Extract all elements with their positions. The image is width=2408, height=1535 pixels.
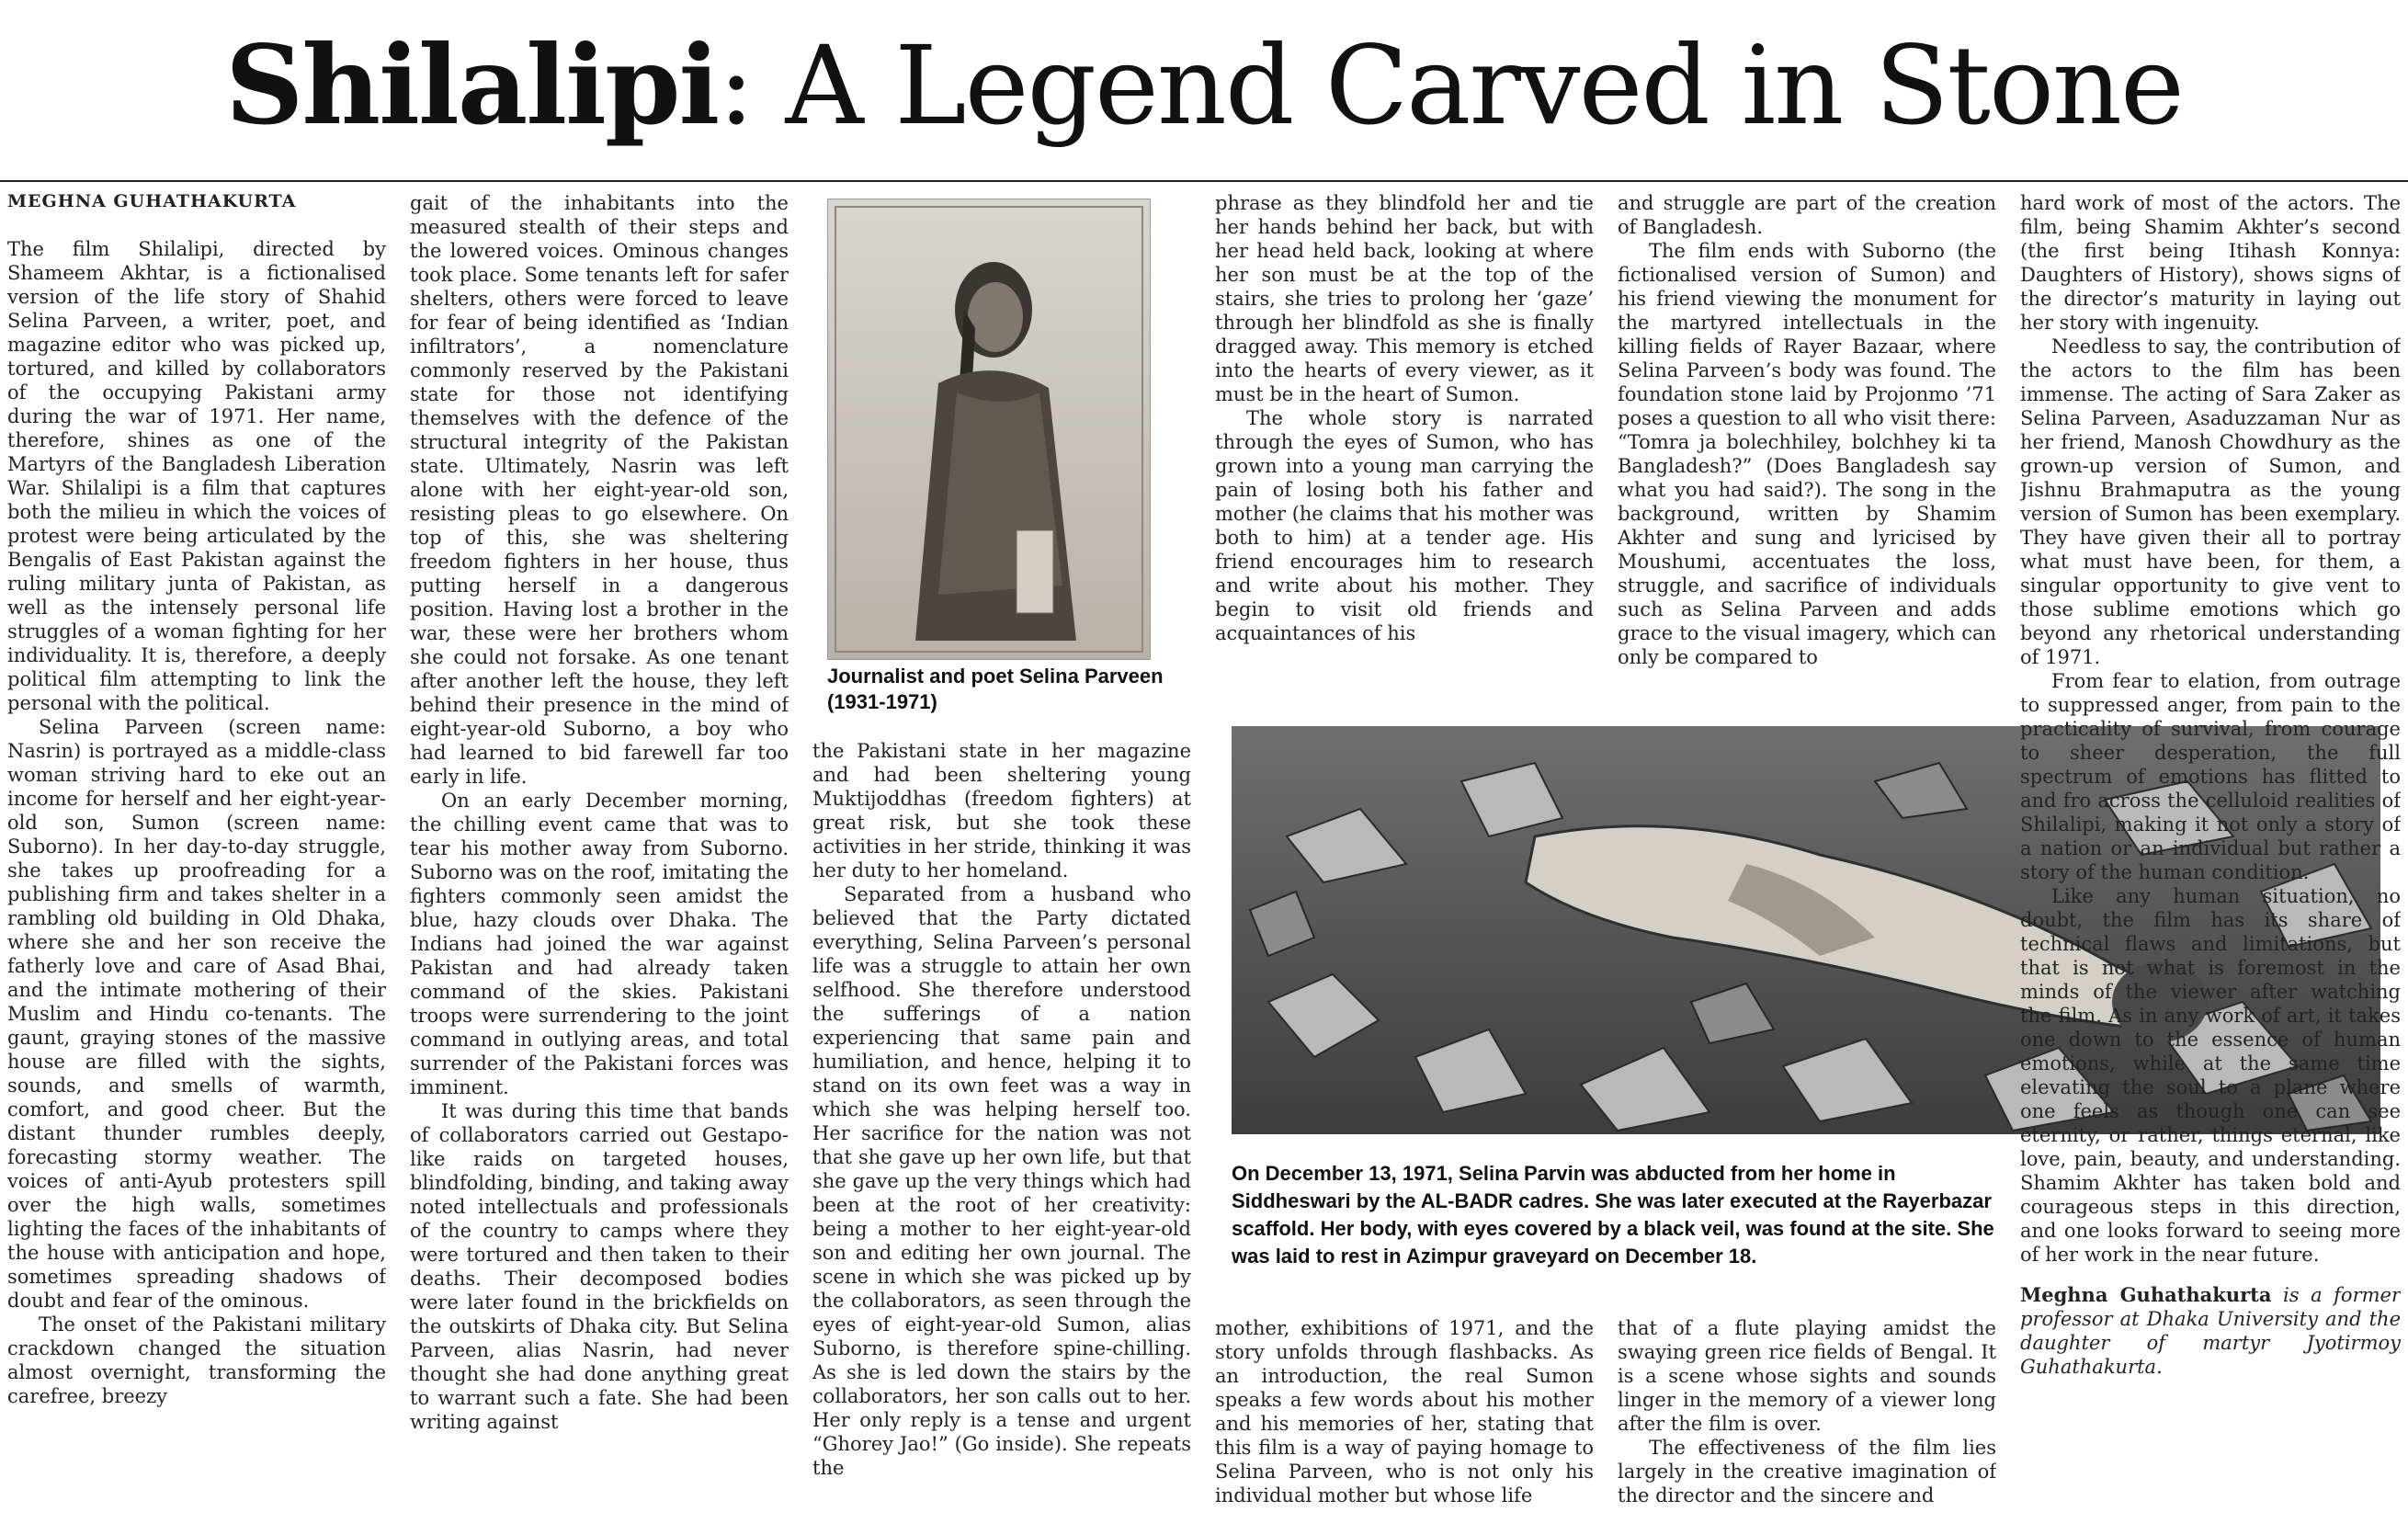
- paragraph: that of a flute playing amidst the swaying green rice fields of Bengal. It is a scene whose sights and sounds linger in the memory of a viewer long after the film is over.: [1618, 1317, 1996, 1435]
- paragraph: mother, exhibitions of 1971, and the story unfolds through flashbacks. As an introduction, the real Sumon speaks a few words about his mother and his memories of her, stating that this film is a way of paying homage to Selina Parveen, who is not only his individual mother but whose life: [1215, 1317, 1594, 1507]
- article-column-4-bottom: [1215, 1316, 1594, 1533]
- paragraph: Needless to say, the contribution of the actors to the film has been immense. The acting of Sara Zaker as Selina Parveen, Asaduzzaman Nur as her friend, Manosh Chowdhury as the grown-up version of Sumon, and Jishnu Brahmaputra as the young version of Sumon has been exemplary. They have given their all to portray what must have been, for them, a singular opportunity to give vent to those sublime emotions which go beyond any rhetorical understanding of 1971.: [2020, 335, 2401, 668]
- headline: [0, 17, 2408, 154]
- paragraph: Selina Parveen (screen name: Nasrin) is portrayed as a middle-class woman striving hard to eke out an income for herself and her eight-year-old son, Sumon (screen name: Suborno). In her day-to-day struggle, she takes up proofreading for a publishing firm and takes shelter in a rambling old building in Old Dhaka, where she and her son receive the fatherly love and care of Asad Bhai, and the intimate mothering of their Muslim and Hindu co-tenants. The gaunt, graying stones of the massive house are filled with the sights, sounds, and smells of warmth, comfort, and good cheer. But the distant thunder rumbles deeply, forecasting stormy weather. The voices of anti-Ayub protesters spill over the high walls, sometimes lighting the faces of the inhabitants of the house with anticipation and hope, sometimes spreading shadows of doubt and fear of the ominous.: [7, 716, 386, 1312]
- author-bio-text: is a former professor at Dhaka University and the daughter of martyr Jyotirmoy Guhathakurta.: [2020, 1284, 2401, 1378]
- paragraph: gait of the inhabitants into the measured stealth of their steps and the lowered voices. Ominous changes took place. Some tenants left for safer shelters, others were forced to leave for fear of being identified as ‘Indian infiltrators’, a nomenclature commonly reserved by the Pakistani state for those not identifying themselves with the defence of the structural integrity of the Pakistan state. Ultimately, Nasrin was left alone with her eight-year-old son, resisting pleas to go elsewhere. On top of this, she was sheltering freedom fighters in her house, thus putting herself in a dangerous position. Having lost a brother in the war, these were her brothers whom she could not forsake. As one tenant after another left the house, they left behind their presence in the mind of eight-year-old Suborno, a boy who had learned to bid farewell far too early in life.: [410, 192, 789, 788]
- author-bio: [2020, 1283, 2401, 1379]
- article-column-4-top: [1215, 191, 1594, 702]
- portrait-caption: Journalist and poet Selina Parveen (1931-1971): [827, 665, 1164, 713]
- article-column-2: [410, 191, 789, 1533]
- paragraph: and struggle are part of the creation of Bangladesh.: [1618, 192, 1996, 238]
- paragraph: Like any human situation, no doubt, the film has its share of technical flaws and limitations, but that is not what is foremost in the minds of the viewer after watching the film. As in any work of art, it takes one down to the essence of human emotions, while at the same time elevating the soul to a plane where one feels as though one can see eternity, or rather, things eternal, like love, pain, beauty, and understanding. Shamim Akhter has taken bold and courageous steps in this direction, and one looks forward to seeing more of her work in the near future.: [2020, 885, 2401, 1266]
- paragraph: From fear to elation, from outrage to suppressed anger, from pain to the practicality of survival, from courage to sheer desperation, the full spectrum of emotions has flitted to and fro across the celluloid realities of Shilalipi, making it not only a story of a nation or an individual but rather a story of the human condition.: [2020, 670, 2401, 883]
- article-column-5-top: [1618, 191, 1996, 702]
- article-column-1: [7, 237, 386, 1533]
- rubble-scene-caption: On December 13, 1971, Selina Parvin was abducted from her home in Siddheswari by the AL-BADR cadres. She was later executed at the Rayerbazar scaffold. Her body, with eyes covered by a black veil, was found at the site. She was laid to rest in Azimpur graveyard on December 18.: [1232, 1162, 1994, 1268]
- headline-rest: : A Legend Carved in Stone: [718, 22, 2183, 149]
- author-bio-name: Meghna Guhathakurta: [2020, 1283, 2272, 1306]
- headline-rule: [0, 180, 2408, 182]
- paragraph: the Pakistani state in her magazine and had been sheltering young Muktijoddhas (freedom fighters) at great risk, but she took these activities in her stride, thinking it was her duty to her homeland.: [812, 740, 1191, 881]
- paragraph: phrase as they blindfold her and tie her hands behind her back, but with her head held back, looking at where her son must be at the top of the stairs, she tries to prolong her ‘gaze’ through her blindfold as she is finally dragged away. This memory is etched into the hearts of every viewer, as it must be in the heart of Sumon.: [1215, 192, 1594, 405]
- paragraph: On an early December morning, the chilling event came that was to tear his mother away from Suborno. Suborno was on the roof, imitating the fighters commonly seen amidst the blue, hazy clouds over Dhaka. The Indians had joined the war against Pakistan and had already taken command of the skies. Pakistani troops were surrendering to the joint command in outlying areas, and total surrender of the Pakistani forces was imminent.: [410, 790, 789, 1098]
- article-column-6: [2020, 191, 2401, 1533]
- paragraph: Separated from a husband who believed that the Party dictated everything, Selina Parveen’s personal life was a struggle to attain her own selfhood. She therefore understood the sufferings of a nation experiencing that same pain and humiliation, and hence, helping it to stand on its own feet was a way in which she was helping herself too. Her sacrifice for the nation was not that she gave up her own life, but that she gave up the very things which had been at the root of her creativity: being a mother to her eight-year-old son and editing her own journal. The scene in which she was picked up by the collaborators, as seen through the eyes of eight-year-old Sumon, alias Suborno, is therefore spine-chilling. As she is led down the stairs by the collaborators, her son calls out to her. Her only reply is a tense and urgent “Ghorey Jao!” (Go inside). She repeats the: [812, 883, 1191, 1479]
- portrait-photo: [827, 199, 1151, 660]
- paragraph: The onset of the Pakistani military crackdown changed the situation almost overnight, transforming the carefree, breezy: [7, 1313, 386, 1407]
- paragraph: It was during this time that bands of collaborators carried out Gestapo-like raids on targeted houses, blindfolding, binding, and taking away noted intellectuals and professionals of the country to camps where they were tortured and then taken to their deaths. Their decomposed bodies were later found in the brickfields on the outskirts of Dhaka city. But Selina Parveen, alias Nasrin, had never thought she had done anything great to warrant such a fate. She had been writing against: [410, 1100, 789, 1433]
- article-column-5-bottom: [1618, 1316, 1996, 1533]
- paragraph: hard work of most of the actors. The film, being Shamim Akhter’s second (the first being Itihash Konnya: Daughters of History), shows signs of the director’s maturity in laying out her story with ingenuity.: [2020, 192, 2401, 334]
- paragraph: The whole story is narrated through the eyes of Sumon, who has grown into a young man carrying the pain of losing both his father and mother (he claims that his mother was both to him) at a tender age. His friend encourages him to research and write about his mother. They begin to visit old friends and acquaintances of his: [1215, 407, 1594, 644]
- byline: MEGHNA GUHATHAKURTA: [7, 191, 297, 211]
- headline-bold: Shilalipi: [225, 21, 719, 149]
- article-column-3: [812, 739, 1191, 1533]
- paragraph: The effectiveness of the film lies largely in the creative imagination of the director and the sincere and: [1618, 1437, 1996, 1507]
- portrait-photo-illustration: [828, 199, 1150, 659]
- paragraph: The film Shilalipi, directed by Shameem Akhtar, is a fictionalised version of the life story of Shahid Selina Parveen, a writer, poet, and magazine editor who was picked up, tortured, and killed by collaborators of the occupying Pakistani army during the war of 1971. Her name, therefore, shines as one of the Martyrs of the Bangladesh Liberation War. Shilalipi is a film that captures both the milieu in which the voices of protest were being articulated by the Bengalis of East Pakistan against the ruling military junta of Pakistan, as well as the intensely personal life struggles of a woman fighting for her individuality. It is, therefore, a deeply political film attempting to link the personal with the political.: [7, 238, 386, 714]
- paragraph: The film ends with Suborno (the fictionalised version of Sumon) and his friend viewing the monument for the martyred intellectuals in the killing fields of Rayer Bazaar, where Selina Parveen’s body was found. The foundation stone laid by Projonmo ’71 poses a question to all who visit there: “Tomra ja bolechhiley, bolchhey ki ta Bangladesh?” (Does Bangladesh say what you had said?). The song in the background, written by Shamim Akhter and sung and lyricised by Moushumi, accentuates the loss, struggle, and sacrifice of individuals such as Selina Parveen and adds grace to the visual imagery, which can only be compared to: [1618, 240, 1996, 668]
